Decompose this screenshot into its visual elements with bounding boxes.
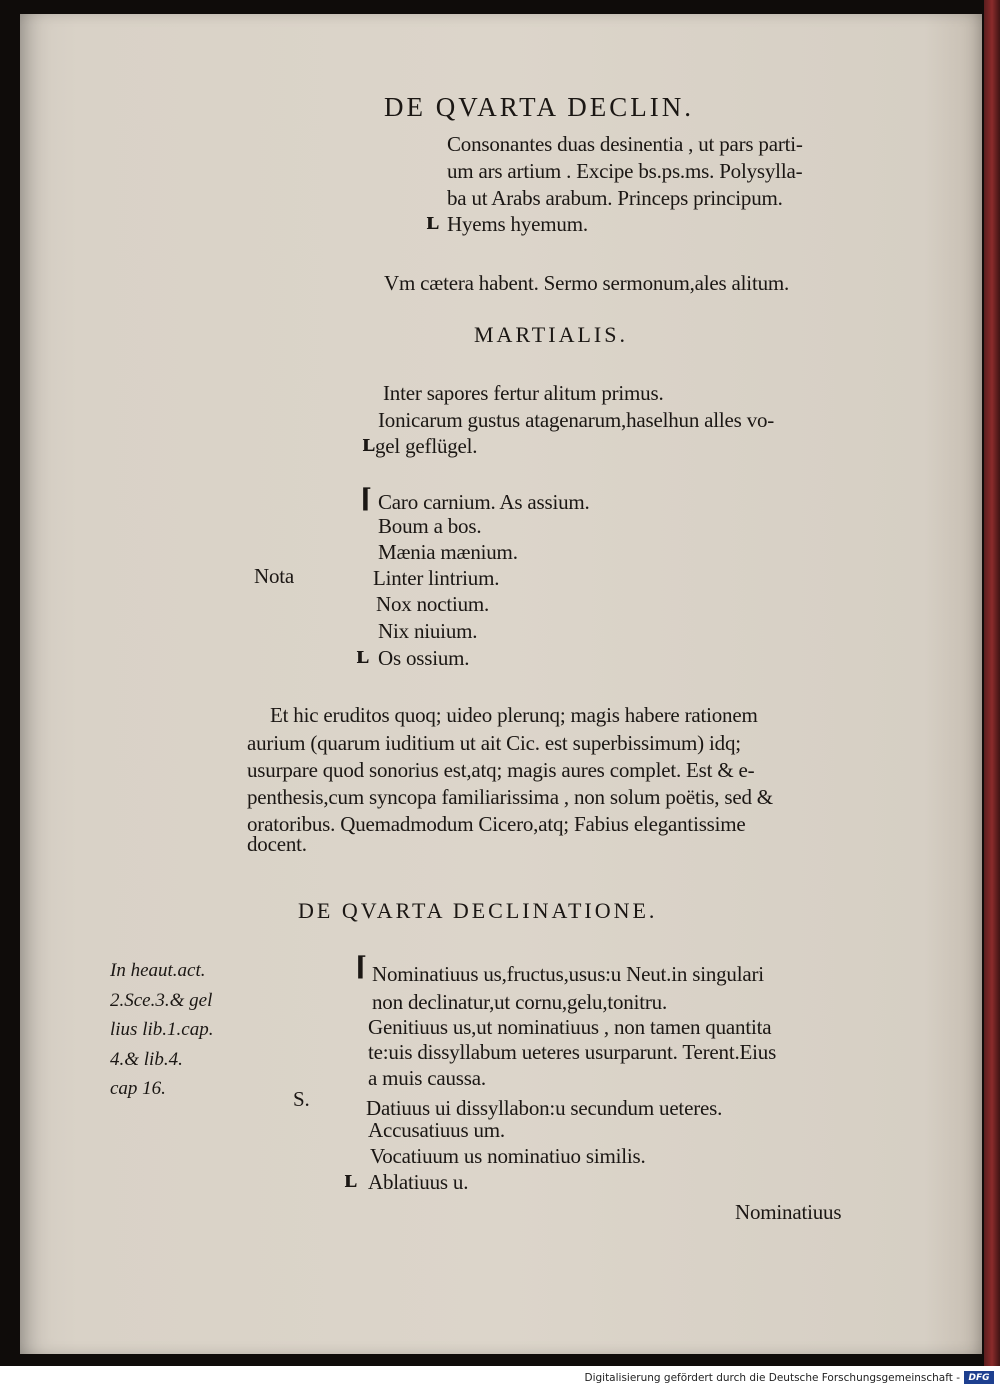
para1-line: um ars artium . Excipe bs.ps.ms. Polysylla- bbox=[447, 159, 803, 183]
bracket-top-icon: ⌈ bbox=[360, 484, 373, 513]
book-binding-edge bbox=[984, 0, 1000, 1366]
verse-line: gel geflügel. bbox=[375, 434, 478, 458]
decl-line: Vocatiuum us nominatiuo similis. bbox=[370, 1144, 646, 1168]
para1-line: Consonantes duas desinentia , ut pars parti- bbox=[447, 132, 803, 156]
heading-quarta-declinatione: DE QVARTA DECLINATIONE. bbox=[298, 898, 658, 923]
margin-note-line: cap 16. bbox=[110, 1078, 166, 1099]
decl-line: Datiuus ui dissyllabon:u secundum ueteres. bbox=[366, 1096, 723, 1120]
nota-label: Nota bbox=[254, 564, 295, 588]
dfg-logo: DFG bbox=[964, 1371, 994, 1384]
nota-item: Mænia mænium. bbox=[378, 540, 518, 564]
margin-note-line: lius lib.1.cap. bbox=[110, 1019, 214, 1040]
line-vm: Vm cætera habent. Sermo sermonum,ales alitum. bbox=[384, 271, 790, 295]
decl-line: non declinatur,ut cornu,gelu,tonitru. bbox=[372, 990, 668, 1014]
para1-line: ba ut Arabs arabum. Princeps principum. bbox=[447, 186, 783, 210]
verse-line: Ionicarum gustus atagenarum,haselhun alles vo- bbox=[378, 408, 775, 432]
nota-item: Nox noctium. bbox=[376, 592, 490, 616]
verse-line: Inter sapores fertur alitum primus. bbox=[383, 381, 664, 405]
decl-line: Genitiuus us,ut nominatiuus , non tamen quantita bbox=[368, 1015, 772, 1039]
decl-line: Ablatiuus u. bbox=[368, 1170, 469, 1194]
decl-line: Accusatiuus um. bbox=[368, 1118, 505, 1142]
heading-quarta-declin: DE QVARTA DECLIN. bbox=[384, 92, 694, 122]
nota-item: Nix niuium. bbox=[378, 619, 478, 643]
para2-line: docent. bbox=[247, 832, 307, 856]
para2-line: Et hic eruditos quoq; uideo plerunq; magis habere rationem bbox=[270, 703, 758, 727]
decl-line: Nominatiuus us,fructus,usus:u Neut.in singulari bbox=[372, 962, 764, 986]
nota-item: Linter lintrium. bbox=[373, 566, 500, 590]
para2-line: oratoribus. Quemadmodum Cicero,atq; Fabius elegantissime bbox=[247, 812, 746, 836]
heading-martialis: MARTIALIS. bbox=[474, 322, 628, 347]
catchword: Nominatiuus bbox=[735, 1200, 842, 1224]
margin-note-line: 4.& lib.4. bbox=[110, 1049, 183, 1070]
bracket-bottom-icon: ʟ bbox=[344, 1164, 358, 1193]
margin-note-line: In heaut.act. bbox=[110, 960, 206, 981]
decl-line: te:uis dissyllabum ueteres usurparunt. Terent.Eius bbox=[368, 1040, 777, 1064]
decl-line: a muis caussa. bbox=[368, 1066, 486, 1090]
bracket-bottom-icon: ʟ bbox=[362, 428, 376, 457]
para2-line: aurium (quarum iuditium ut ait Cic. est superbissimum) idq; bbox=[247, 731, 741, 755]
footer-bar bbox=[0, 1366, 1000, 1389]
para2-line: usurpare quod sonorius est,atq; magis aures complet. Est & e- bbox=[247, 758, 755, 782]
nota-item: Os ossium. bbox=[378, 646, 470, 670]
para1-line: Hyems hyemum. bbox=[447, 212, 588, 236]
footer-credit: Digitalisierung gefördert durch die Deutsche Forschungsgemeinschaft - bbox=[584, 1371, 960, 1384]
bracket-bottom-icon: ʟ bbox=[426, 206, 440, 235]
nota-item: Caro carnium. As assium. bbox=[378, 490, 590, 514]
nota-item: Boum a bos. bbox=[378, 514, 482, 538]
margin-note-line: 2.Sce.3.& gel bbox=[110, 990, 213, 1011]
bracket-top-icon: ⌈ bbox=[355, 952, 368, 981]
s-label: S. bbox=[293, 1087, 310, 1111]
bracket-bottom-icon: ʟ bbox=[356, 640, 370, 669]
para2-line: penthesis,cum syncopa familiarissima , non solum poëtis, sed & bbox=[247, 785, 773, 809]
